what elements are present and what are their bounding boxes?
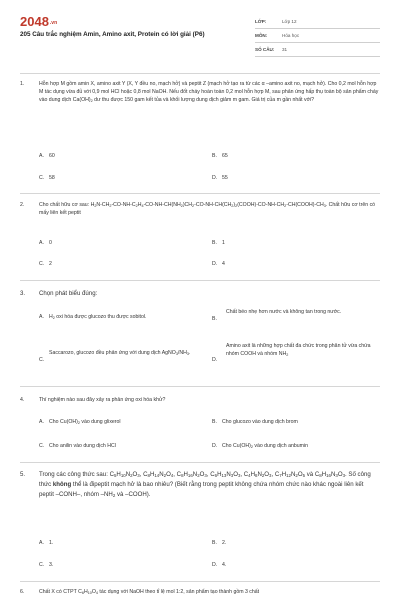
question-3	[20, 289, 380, 299]
meta-row-class	[255, 15, 380, 29]
option-5b[interactable]: B. 2.	[212, 540, 227, 546]
question-5	[20, 470, 380, 499]
option-2b[interactable]: B. 1	[212, 240, 225, 246]
option-3a[interactable]: A. $H_2$ oxi hóa được glucozo thu được sobitol.	[39, 314, 147, 320]
option-4a[interactable]: A. Cho $Cu(OH)_2$ vào dung glixerol	[39, 419, 121, 425]
meta-label: MÔN:	[255, 33, 268, 38]
question-stem: Trong các công thức sau: $C_5H_{10}N_2O_3$, $C_8H_{14}N_2O_4$, $C_8H_{16}N_2O_3$, $C_6H_{13}N_3O_3$, $C_4H_8N_2O_3$, $C_7H_{12}N_2O_5$ và $C_8H_{16}N_3O_3$. Số công thức không thể là đipeptit mạch hở là bao nhiêu? (Biết rằng trong peptit không chứa nhóm chức nào khác ngoài liên kết peptit –CONH–, nhóm $-NH_2$ và –COOH).	[39, 471, 371, 498]
question-stem: Thí nghiệm nào sau đây xảy ra phản ứng oxi hóa khử?	[39, 397, 166, 403]
question-2	[20, 201, 380, 217]
question-number: 1.	[20, 81, 25, 87]
option-3c[interactable]: C. Saccarozo, glucozo đều phản ứng với dung dịch $AgNO_3/NH_3$.	[39, 350, 191, 363]
meta-row-subject	[255, 29, 380, 43]
logo-text: 2048	[20, 14, 49, 29]
question-stem: Chọn phát biểu đúng:	[39, 290, 98, 297]
option-3d[interactable]: D. Amino axit là những hợp chất đa chức trong phân tử vừa chứa nhóm COOH và nhóm $NH_2$	[212, 343, 371, 363]
question-number: 5.	[20, 471, 26, 478]
document-title: 205 Câu trắc nghiệm Amin, Amino axit, Protein có lời giải (P6)	[20, 31, 205, 38]
question-divider	[20, 193, 380, 194]
meta-label: SỐ CÂU:	[255, 47, 275, 52]
option-5a[interactable]: A. 1.	[39, 540, 54, 546]
question-stem: Hỗn hợp M gồm amin X, amino axit Y (X, Y đều no, mạch hở) và peptit Z (mạch hở tạo ra từ các α –amino axit no, mạch hở). Cho 0,2 mol hỗn hợp M tác dụng vừa đủ với 0,9 mol HCl hoặc 0,8 mol NaOH. Nếu đốt cháy hoàn toàn 0,2 mol hỗn hợp M, sau phản ứng hấp thụ toàn bộ sản phẩm cháy vào dung dịch $Ca(OH)_2$ dư thu được 150 gam kết tủa và khối lượng dung dịch giảm m gam. Giá trị của m gần nhất với?	[39, 81, 379, 104]
question-divider	[20, 462, 380, 463]
option-2a[interactable]: A. 0	[39, 240, 52, 246]
question-number: 4.	[20, 397, 25, 403]
question-divider	[20, 581, 380, 582]
option-3b[interactable]: B. Chất béo nhẹ hơn nước và không tan trong nước.	[212, 309, 342, 322]
question-6	[20, 588, 380, 598]
question-stem: Cho chất hữu cơ sau: $H_2N-CH_2-CO-NH-C_2H_4-CO-NH-CH(NH_2)CH_2-CO-NH-CH(CH_2)_2(COOH)-CO-NH-CH_2-CH(COOH)-CH_3$. Chất hữu cơ trên có mấy liên kết peptit	[39, 202, 376, 217]
logo-suffix: .vn	[49, 19, 58, 26]
question-stem: Chất X có CTPT $C_6H_{10}O_4$ tác dụng với NaOH theo tỉ lệ mol 1:2, sản phẩm tạo thành gồm 3 chất	[39, 589, 260, 595]
option-4d[interactable]: D. Cho $Cu(OH)_2$ vào dung dịch anbumin	[212, 443, 308, 449]
option-1a[interactable]: A. 60	[39, 153, 55, 159]
header-divider	[20, 73, 380, 74]
question-4	[20, 396, 380, 404]
question-1	[20, 80, 380, 104]
option-4c[interactable]: C. Cho anilin vào dung dịch HCl	[39, 443, 116, 449]
option-5d[interactable]: D. 4.	[212, 562, 227, 568]
meta-value: Hóa học	[282, 33, 300, 38]
question-divider	[20, 386, 380, 387]
meta-value: Lớp 12	[282, 19, 297, 24]
option-2d[interactable]: D. 4	[212, 261, 225, 267]
option-5c[interactable]: C. 3.	[39, 562, 54, 568]
option-4b[interactable]: B. Cho glucozo vào dung dịch brom	[212, 419, 298, 425]
question-number: 6.	[20, 589, 25, 595]
meta-value: 31	[282, 47, 288, 52]
option-1c[interactable]: C. 58	[39, 175, 55, 181]
option-2c[interactable]: C. 2	[39, 261, 52, 267]
meta-label: LỚP:	[255, 19, 267, 24]
option-1d[interactable]: D. 55	[212, 175, 228, 181]
option-1b[interactable]: B. 65	[212, 153, 228, 159]
site-logo[interactable]	[20, 14, 57, 29]
question-divider	[20, 280, 380, 281]
question-number: 3.	[20, 290, 26, 297]
document-meta	[255, 15, 380, 57]
question-number: 2.	[20, 202, 25, 208]
meta-row-count	[255, 43, 380, 57]
